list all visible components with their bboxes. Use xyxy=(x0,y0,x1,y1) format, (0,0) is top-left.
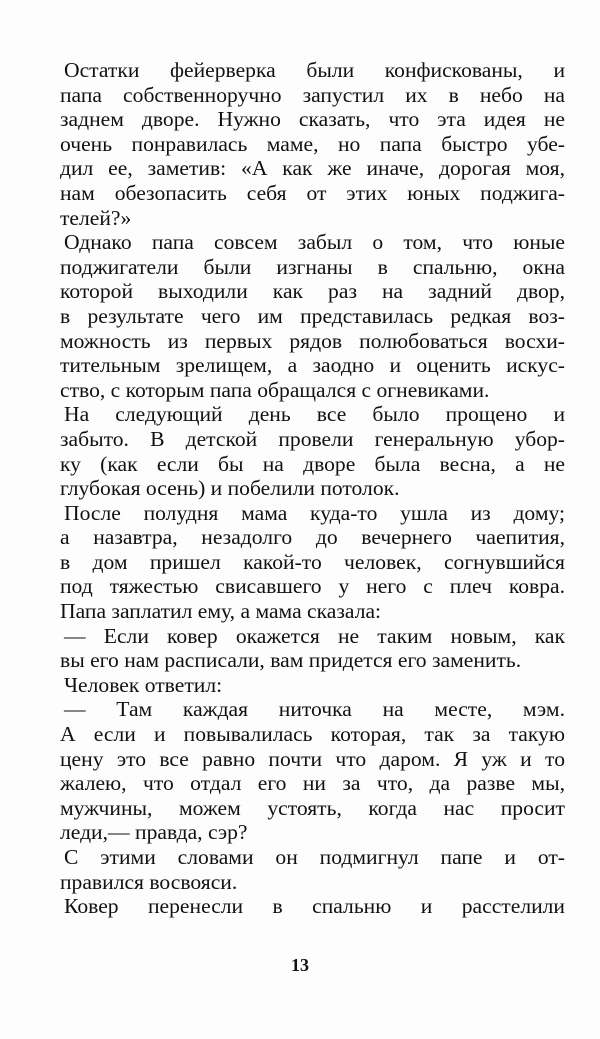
text-line: папа собственноручно запустил их в небо на xyxy=(60,82,565,107)
text-line: тительным зрелищем, а заодно и оценить искус- xyxy=(60,353,565,378)
body-text xyxy=(60,58,565,919)
paragraph xyxy=(60,402,565,500)
text-line: мужчины, можем устоять, когда нас просит xyxy=(60,795,565,820)
text-line: нам обезопасить себя от этих юных поджига- xyxy=(60,180,565,205)
text-line: которой выходили как раз на задний двор, xyxy=(60,279,565,304)
text-line: очень понравилась маме, но папа быстро убе- xyxy=(60,131,565,156)
text-line: леди,— правда, сэр? xyxy=(60,820,248,845)
text-line: цену это все равно почти что даром. Я уж и то xyxy=(60,746,565,771)
page-number: 13 xyxy=(291,955,309,975)
text-line: Папа заплатил ему, а мама сказала: xyxy=(60,599,382,624)
text-line: После полудня мама куда-то ушла из дому; xyxy=(64,500,565,525)
paragraph xyxy=(60,673,565,698)
text-line: глубокая осень) и побелили потолок. xyxy=(60,476,400,501)
text-line: С этими словами он подмигнул папе и от- xyxy=(64,845,565,869)
paragraph xyxy=(60,230,565,402)
text-line: вы его нам расписали, вам придется его заменить. xyxy=(60,648,522,673)
text-line: заднем дворе. Нужно сказать, что эта идея не xyxy=(60,107,565,132)
text-line: жалею, что отдал его ни за что, да разве мы, xyxy=(60,771,565,796)
text-line: правился восвояси. xyxy=(60,869,238,894)
text-line: ку (как если бы на дворе была весна, а не xyxy=(60,451,565,476)
text-line: ство, с которым папа обращался с огневиками. xyxy=(60,377,490,402)
paragraph xyxy=(60,697,565,845)
text-line: — Если ковер окажется не таким новым, как xyxy=(64,623,565,648)
text-line: А если и повывалилась которая, так за такую xyxy=(60,722,565,747)
text-line: дил ее, заметив: «А как же иначе, дорогая моя, xyxy=(60,156,565,181)
text-line: забыто. В детской провели генеральную убор- xyxy=(60,426,565,451)
text-line: Остатки фейерверка были конфискованы, и xyxy=(64,58,565,82)
text-line: На следующий день все было прощено и xyxy=(64,402,565,427)
text-line: в результате чего им представилась редкая воз- xyxy=(60,303,565,328)
text-line: Человек ответил: xyxy=(64,672,223,697)
paragraph xyxy=(60,845,565,894)
text-line: под тяжестью свисавшего у него с плеч ковра. xyxy=(60,574,565,599)
text-line: а назавтра, незадолго до вечернего чаепития, xyxy=(60,525,565,550)
text-line: телей?» xyxy=(60,205,132,230)
text-line: — Там каждая ниточка на месте, мэм. xyxy=(64,697,565,722)
paragraph xyxy=(60,58,565,230)
paragraph xyxy=(60,501,565,624)
text-line: в дом пришел какой-то человек, согнувшийся xyxy=(60,549,565,574)
paragraph xyxy=(60,624,565,673)
text-line: Ковер перенесли в спальню и расстелили xyxy=(64,894,565,919)
text-line: можность из первых рядов полюбоваться восхи- xyxy=(60,328,565,353)
paragraph xyxy=(60,894,565,919)
text-line: поджигатели были изгнаны в спальню, окна xyxy=(60,254,565,279)
text-line: Однако папа совсем забыл о том, что юные xyxy=(64,230,565,255)
